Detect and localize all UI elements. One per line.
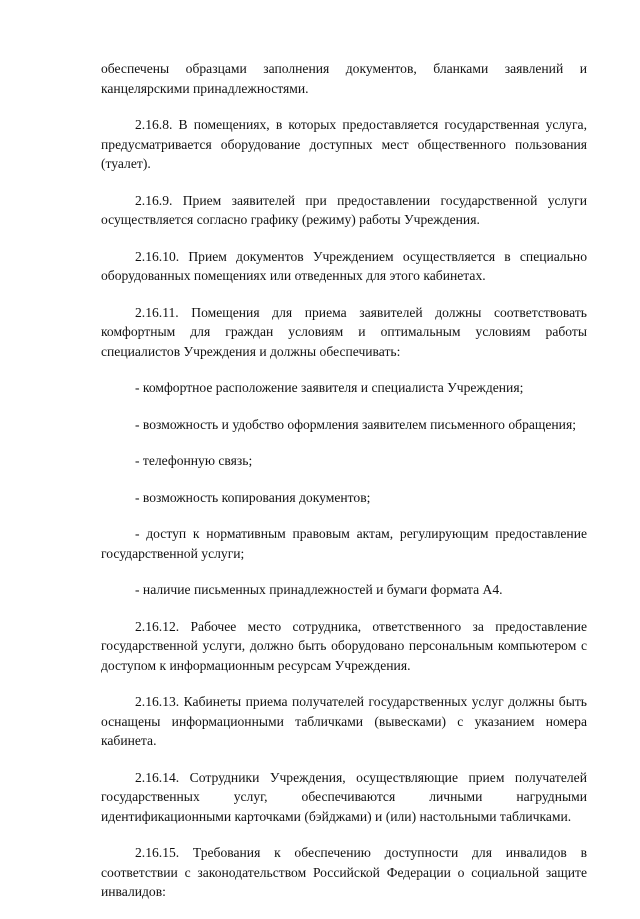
- paragraph-2-16-10: 2.16.10. Прием документов Учреждением осуществляется в специально оборудованных помещениях или отведенных для этого кабинетах.: [101, 248, 587, 283]
- paragraph-2-16-11: 2.16.11. Помещения для приема заявителей должны соответствовать комфортным для граждан условиям и оптимальным условиям работы специалистов Учреждения и должны обеспечивать:: [101, 304, 587, 359]
- paragraph-2-16-15: 2.16.15. Требования к обеспечению доступности для инвалидов в соответствии с законодательством Российской Федерации о социальной защите инвалидов:: [101, 845, 587, 899]
- paragraph-2-16-13: 2.16.13. Кабинеты приема получателей государственных услуг должны быть оснащены информационными табличками (вывесками) с указанием номера кабинета.: [101, 694, 587, 748]
- paragraph-2-16-9: 2.16.9. Прием заявителей при предоставлении государственной услуги осуществляется согласно графику (режиму) работы Учреждения.: [101, 192, 587, 227]
- list-item-written-request: - возможность и удобство оформления заявителем письменного обращения;: [135, 416, 576, 432]
- paragraph-2-16-14: 2.16.14. Сотрудники Учреждения, осуществляющие прием получателей государственных услуг, обеспечиваются личными нагрудными идентификационными карточками (бэйджами) и (или) настольными табличками.: [101, 769, 587, 824]
- list-item-stationery: - наличие письменных принадлежностей и бумаги формата А4.: [135, 582, 503, 597]
- paragraph-2-16-8: 2.16.8. В помещениях, в которых предоставляется государственная услуга, предусматривается оборудование доступных мест общественного пользования (туалет).: [101, 117, 587, 171]
- paragraph-continuation: обеспечены образцами заполнения документов, бланками заявлений и канцелярскими принадлежностями.: [101, 61, 587, 96]
- paragraph-2-16-12: 2.16.12. Рабочее место сотрудника, ответственного за предоставление государственной услуги, должно быть оборудовано персональным компьютером с доступом к информационным ресурсам Учреждения.: [101, 618, 587, 673]
- document-body: [101, 59, 587, 919]
- list-item-legal-acts: - доступ к нормативным правовым актам, регулирующим предоставление государственной услуги;: [101, 526, 587, 561]
- list-item-phone: - телефонную связь;: [135, 453, 253, 468]
- list-item-copying: - возможность копирования документов;: [135, 489, 371, 505]
- list-item-comfort-placement: - комфортное расположение заявителя и специалиста Учреждения;: [135, 380, 524, 395]
